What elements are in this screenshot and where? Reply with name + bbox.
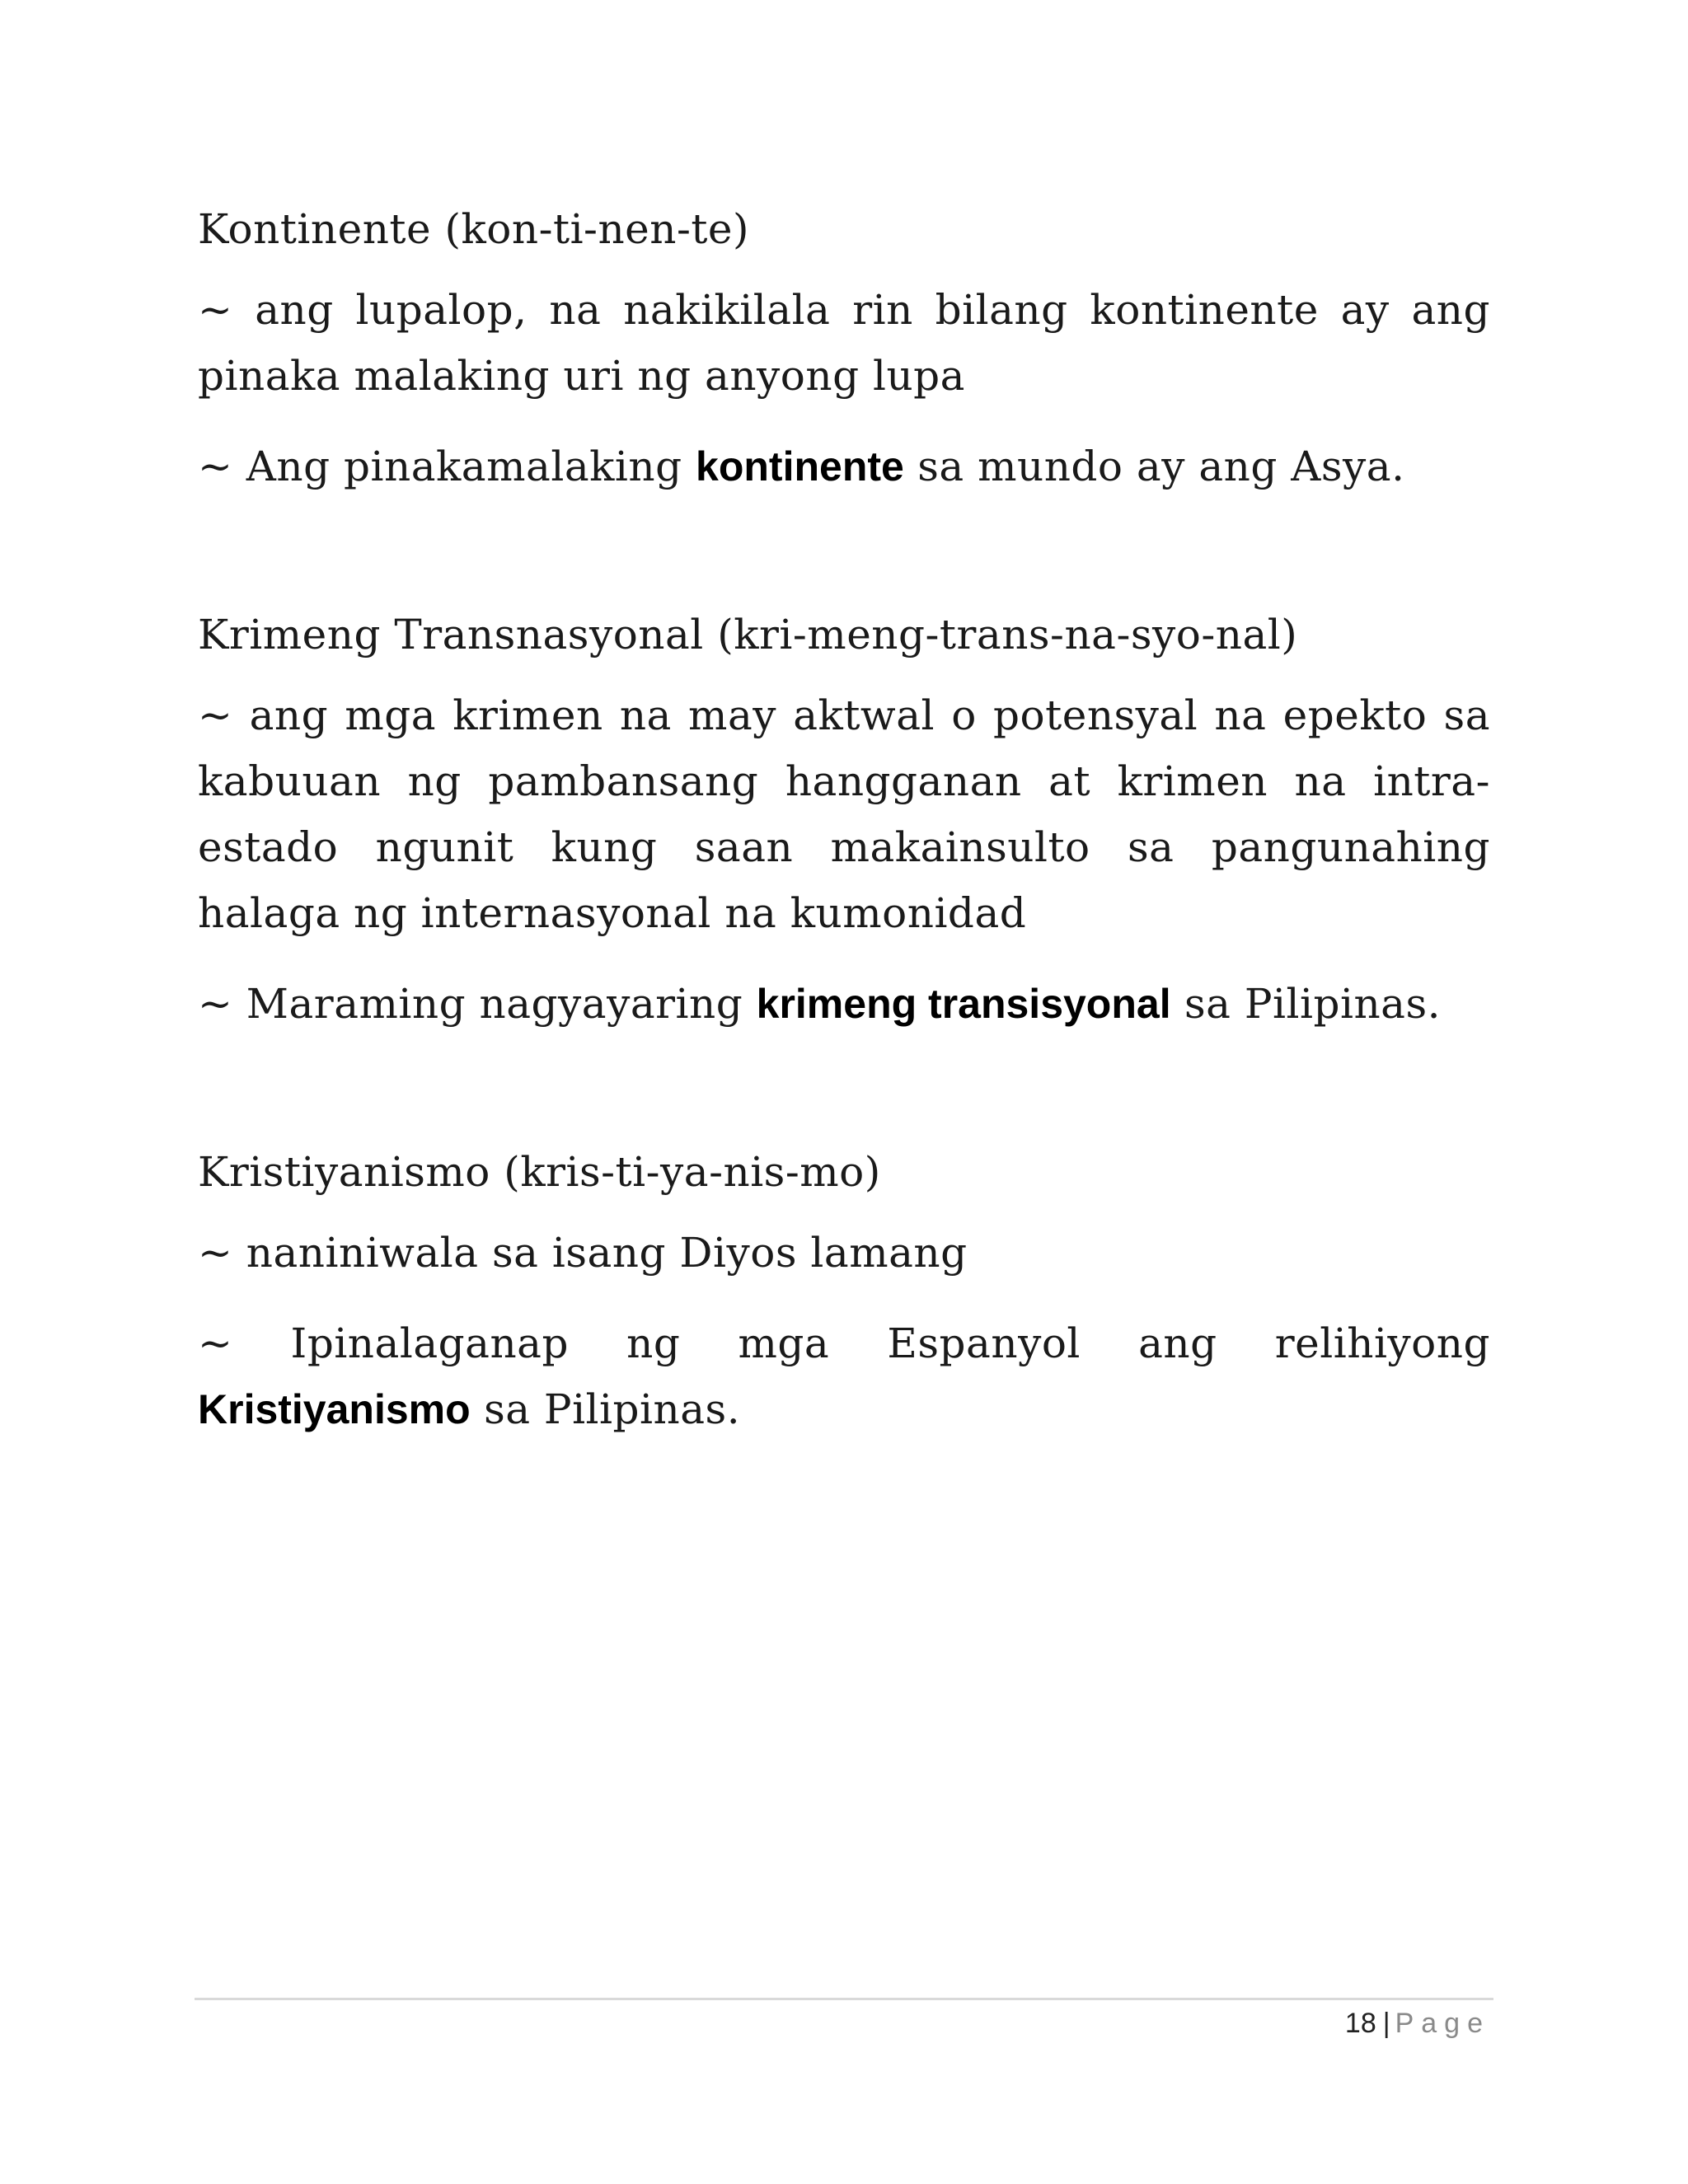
example-keyword: Kristiyanismo	[198, 1386, 471, 1432]
example-text: sa Pilipinas.	[1170, 980, 1442, 1028]
example-text: ~ Ipinalaganap ng mga Espanyol ang relihiyong	[198, 1319, 1490, 1367]
page-footer	[1345, 2008, 1490, 2040]
entry-definition: ~ naniniwala sa isang Diyos lamang	[198, 1229, 968, 1277]
entry-term: Krimeng Transnasyonal (kri-meng-trans-na-syo-nal)	[198, 611, 1298, 658]
glossary-entry-kristiyanismo	[198, 1134, 1490, 1442]
example-keyword: kontinente	[696, 443, 904, 490]
example-text: ~ Ang pinakamalaking	[198, 443, 696, 490]
example-keyword: krimeng transisyonal	[756, 981, 1171, 1027]
entry-term: Kontinente (kon-ti-nen-te)	[198, 205, 750, 253]
entry-definition: ~ ang lupalop, na nakikilala rin bilang kontinente ay ang pinaka malaking uri ng anyong lupa	[198, 286, 1490, 400]
entry-term: Kristiyanismo (kris-ti-ya-nis-mo)	[198, 1148, 881, 1196]
entry-example	[198, 434, 1490, 499]
page-number: 18	[1344, 2008, 1376, 2039]
entry-example	[198, 971, 1490, 1037]
entry-definition: ~ ang mga krimen na may aktwal o potensyal na epekto sa kabuuan ng pambansang hangganan at krimen na intra-estado ngunit kung saan makainsulto sa pangunahing halaga ng internasyonal na kumonidad	[198, 691, 1490, 937]
page-label: Page	[1395, 2008, 1490, 2039]
glossary-content	[198, 191, 1490, 1540]
example-text: sa mundo ay ang Asya.	[903, 443, 1405, 490]
footer-separator: |	[1382, 2008, 1390, 2039]
glossary-entry-krimeng-transnasyonal	[198, 597, 1490, 1037]
footer-divider	[195, 1998, 1493, 2000]
example-text: ~ Maraming nagyayaring	[198, 980, 757, 1028]
entry-example	[198, 1310, 1490, 1442]
example-text: sa Pilipinas.	[470, 1385, 741, 1433]
glossary-entry-kontinente	[198, 191, 1490, 499]
